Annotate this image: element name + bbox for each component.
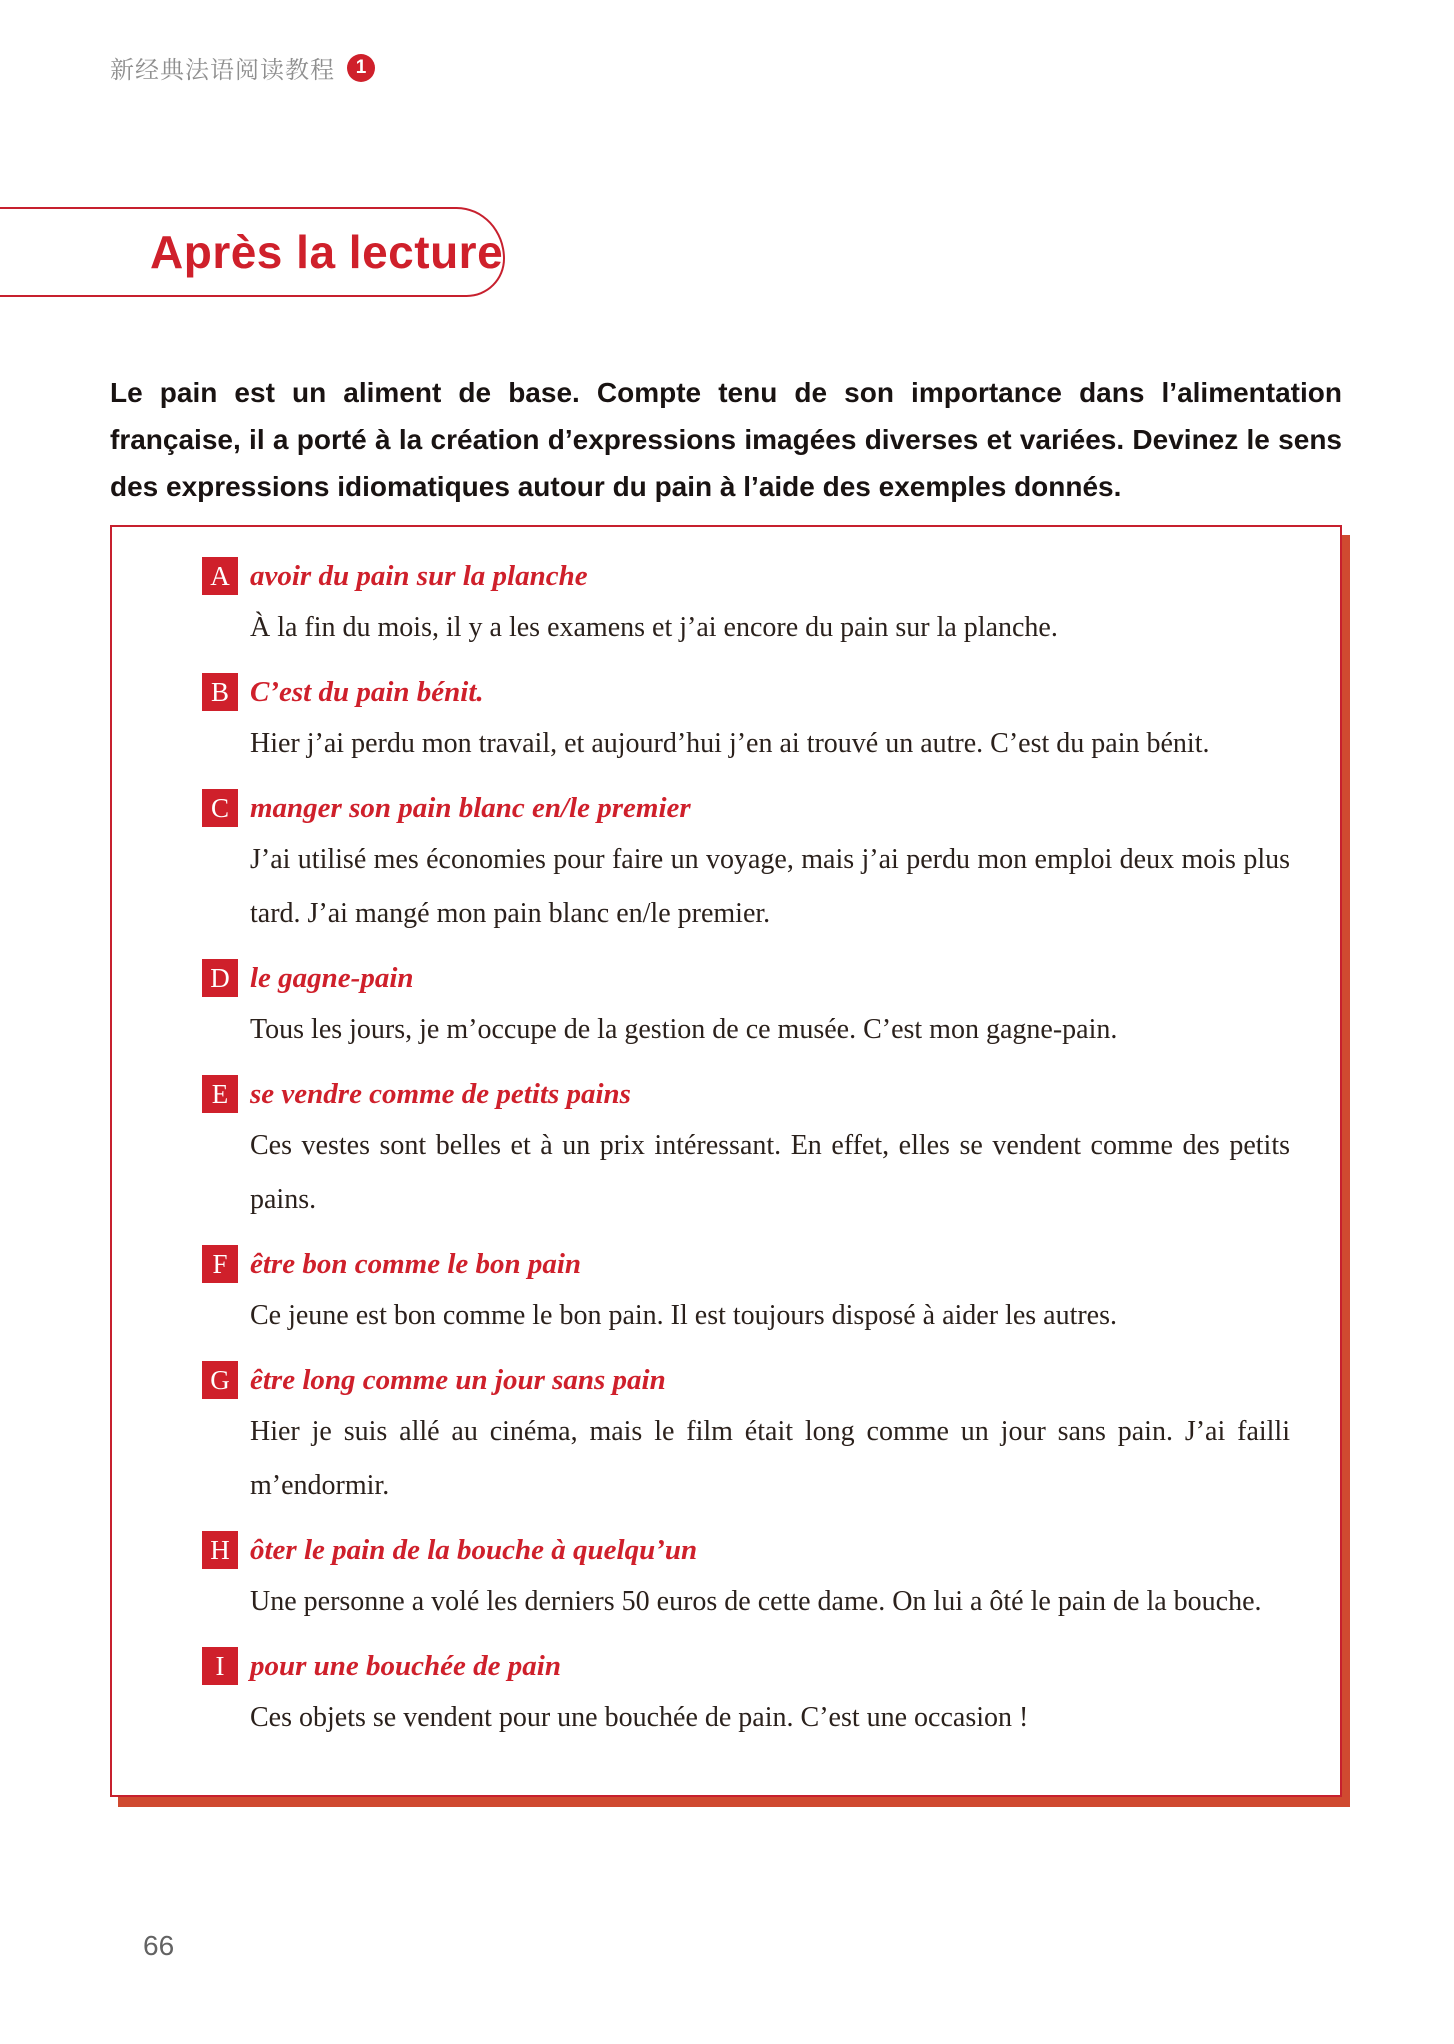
idiom-item-head <box>202 1069 1290 1119</box>
idiom-item-head <box>202 1525 1290 1575</box>
exercise-box <box>110 525 1342 1797</box>
idiom-expression: le gagne-pain <box>250 961 414 994</box>
intro-paragraph: Le pain est un aliment de base. Compte tenu de son importance dans l’alimentation française, il a porté à la création d’expressions imagées diverses et variées. Devinez le sens des expressions idiomatiques autour du pain à l’aide des exemples donnés. <box>110 377 1342 502</box>
page-number: 66 <box>143 1930 175 1961</box>
item-letter-badge: D <box>202 959 238 997</box>
idiom-example: Ce jeune est bon comme le bon pain. Il est toujours disposé à aider les autres. <box>250 1300 1118 1331</box>
idiom-example: Ces objets se vendent pour une bouchée de pain. C’est une occasion ! <box>250 1702 1029 1733</box>
idiom-item-head <box>202 551 1290 601</box>
idiom-item-head <box>202 953 1290 1003</box>
idiom-expression: C’est du pain bénit. <box>250 675 484 708</box>
item-letter-badge: C <box>202 789 238 827</box>
idiom-item <box>202 953 1290 1057</box>
idiom-example: Ces vestes sont belles et à un prix intéressant. En effet, elles se vendent comme des petits pains. <box>250 1130 1290 1215</box>
idiom-expression: être long comme un jour sans pain <box>250 1363 666 1396</box>
idiom-example: Tous les jours, je m’occupe de la gestion de ce musée. C’est mon gagne-pain. <box>250 1014 1118 1045</box>
idiom-item-head <box>202 783 1290 833</box>
idiom-item <box>202 783 1290 941</box>
series-title: 新经典法语阅读教程 <box>110 57 335 84</box>
idiom-item <box>202 1239 1290 1343</box>
item-letter-badge: I <box>202 1647 238 1685</box>
idiom-expression: manger son pain blanc en/le premier <box>250 791 691 824</box>
idiom-expression: se vendre comme de petits pains <box>250 1077 631 1110</box>
section-title: Après la lecture <box>150 226 504 278</box>
idiom-item-head <box>202 667 1290 717</box>
idiom-expression: avoir du pain sur la planche <box>250 559 588 592</box>
idiom-item <box>202 667 1290 771</box>
idiom-item <box>202 1525 1290 1629</box>
item-letter-badge: E <box>202 1075 238 1113</box>
volume-1-badge-icon: 1 <box>347 54 375 82</box>
idiom-item-head <box>202 1239 1290 1289</box>
item-letter-badge: B <box>202 673 238 711</box>
idiom-example: Hier j’ai perdu mon travail, et aujourd’hui j’en ai trouvé un autre. C’est du pain bénit. <box>250 728 1210 759</box>
idiom-expression: ôter le pain de la bouche à quelqu’un <box>250 1533 698 1566</box>
idiom-item <box>202 1641 1290 1745</box>
idiom-example: J’ai utilisé mes économies pour faire un voyage, mais j’ai perdu mon emploi deux mois plus tard. J’ai mangé mon pain blanc en/le premier. <box>250 844 1290 929</box>
idiom-expression: être bon comme le bon pain <box>250 1247 582 1280</box>
running-head <box>110 50 375 85</box>
item-letter-badge: G <box>202 1361 238 1399</box>
idiom-item <box>202 1355 1290 1513</box>
idiom-expression: pour une bouchée de pain <box>250 1649 561 1682</box>
item-letter-badge: F <box>202 1245 238 1283</box>
section-banner <box>0 207 505 297</box>
idiom-item <box>202 1069 1290 1227</box>
idiom-example: Hier je suis allé au cinéma, mais le film était long comme un jour sans pain. J’ai failli m’endormir. <box>250 1416 1290 1501</box>
idiom-item-head <box>202 1641 1290 1691</box>
item-letter-badge: A <box>202 557 238 595</box>
idiom-example: Une personne a volé les derniers 50 euros de cette dame. On lui a ôté le pain de la bouche. <box>250 1586 1262 1617</box>
idiom-item <box>202 551 1290 655</box>
idiom-item-head <box>202 1355 1290 1405</box>
item-letter-badge: H <box>202 1531 238 1569</box>
idiom-example: À la fin du mois, il y a les examens et j’ai encore du pain sur la planche. <box>250 612 1058 643</box>
